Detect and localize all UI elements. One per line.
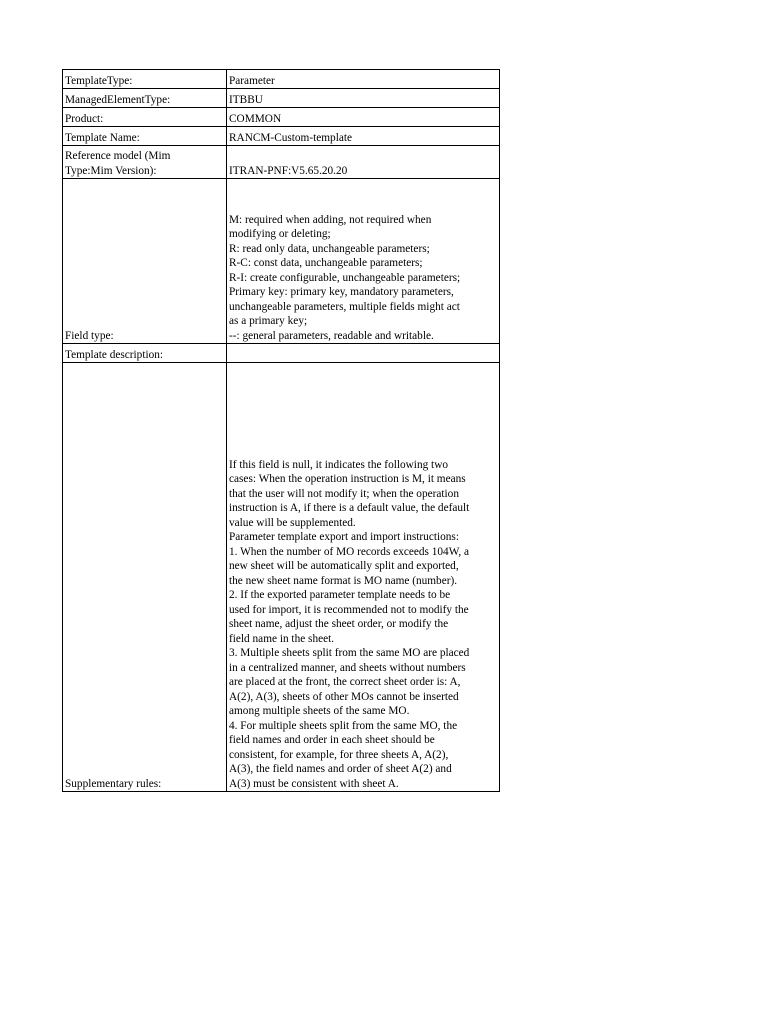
supplementary-rules-line: consistent, for example, for three sheets A, A(2), [229, 748, 449, 761]
template-type-label: TemplateType: [63, 70, 227, 89]
supplementary-rules-line: new sheet will be automatically split and exported, [229, 560, 459, 572]
supplementary-rules-line: field names and order in each sheet should be [229, 734, 435, 746]
product-value[interactable]: COMMON [227, 108, 500, 127]
field-type-line: M: required when adding, not required when [229, 213, 432, 226]
field-type-line: modifying or deleting; [229, 228, 331, 240]
template-type-value[interactable]: Parameter [227, 70, 500, 89]
supplementary-rules-value[interactable] [227, 363, 500, 792]
field-type-line: R-C: const data, unchangeable parameters; [229, 257, 423, 269]
supplementary-rules-line: the new sheet name format is MO name (number). [229, 574, 458, 587]
row-template-description [63, 344, 500, 363]
supplementary-rules-line: among multiple sheets of the same MO. [229, 705, 410, 717]
reference-model-label-line: Type:Mim Version): [65, 164, 157, 177]
supplementary-rules-line: in a centralized manner, and sheets without numbers [229, 661, 466, 674]
field-type-line: unchangeable parameters, multiple fields might act [229, 300, 460, 313]
supplementary-rules-line: are placed at the front, the correct sheet order is: A, [229, 676, 461, 688]
field-type-line: as a primary key; [229, 315, 308, 327]
field-type-line: --: general parameters, readable and writable. [229, 329, 434, 342]
reference-model-label-line: Reference model (Mim [65, 150, 171, 162]
supplementary-rules-line: sheet name, adjust the sheet order, or modify the [229, 618, 449, 630]
supplementary-rules-line: instruction is A, if there is a default value, the default [229, 502, 470, 514]
supplementary-rules-line: 1. When the number of MO records exceeds 104W, a [229, 545, 469, 558]
supplementary-rules-line: A(2), A(3), sheets of other MOs cannot be inserted [229, 690, 459, 703]
row-reference-model [63, 146, 500, 179]
supplementary-rules-line: 3. Multiple sheets split from the same MO are placed [229, 647, 470, 659]
row-managed-element-type [63, 89, 500, 108]
row-template-type [63, 70, 500, 89]
reference-model-label [63, 146, 227, 179]
field-type-line: R: read only data, unchangeable parameters; [229, 242, 430, 255]
reference-model-value[interactable]: ITRAN-PNF:V5.65.20.20 [227, 146, 500, 179]
template-metadata-table [62, 69, 500, 792]
row-supplementary-rules [63, 363, 500, 792]
template-sheet [62, 69, 499, 792]
managed-element-type-value[interactable]: ITBBU [227, 89, 500, 108]
managed-element-type-label: ManagedElementType: [63, 89, 227, 108]
supplementary-rules-label: Supplementary rules: [63, 363, 227, 792]
supplementary-rules-line: that the user will not modify it; when the operation [229, 487, 459, 500]
supplementary-rules-line: A(3) must be consistent with sheet A. [229, 777, 399, 790]
template-description-label: Template description: [63, 344, 227, 363]
product-label: Product: [63, 108, 227, 127]
template-description-value[interactable] [227, 344, 500, 363]
field-type-value[interactable] [227, 179, 500, 344]
supplementary-rules-line: A(3), the field names and order of sheet A(2) and [229, 763, 452, 775]
supplementary-rules-line: value will be supplemented. [229, 516, 356, 529]
supplementary-rules-line: used for import, it is recommended not to modify the [229, 603, 469, 616]
supplementary-rules-line: cases: When the operation instruction is M, it means [229, 473, 466, 485]
supplementary-rules-line: Parameter template export and import instructions: [229, 531, 459, 543]
supplementary-rules-line: 2. If the exported parameter template needs to be [229, 589, 451, 601]
template-name-label: Template Name: [63, 127, 227, 146]
supplementary-rules-line: 4. For multiple sheets split from the same MO, the [229, 719, 458, 732]
template-name-value[interactable]: RANCM-Custom-template [227, 127, 500, 146]
supplementary-rules-line: field name in the sheet. [229, 632, 335, 645]
field-type-line: Primary key: primary key, mandatory parameters, [229, 286, 454, 298]
field-type-line: R-I: create configurable, unchangeable parameters; [229, 271, 461, 284]
row-field-type [63, 179, 500, 344]
row-product [63, 108, 500, 127]
supplementary-rules-line: If this field is null, it indicates the following two [229, 458, 449, 471]
field-type-label: Field type: [63, 179, 227, 344]
row-template-name [63, 127, 500, 146]
